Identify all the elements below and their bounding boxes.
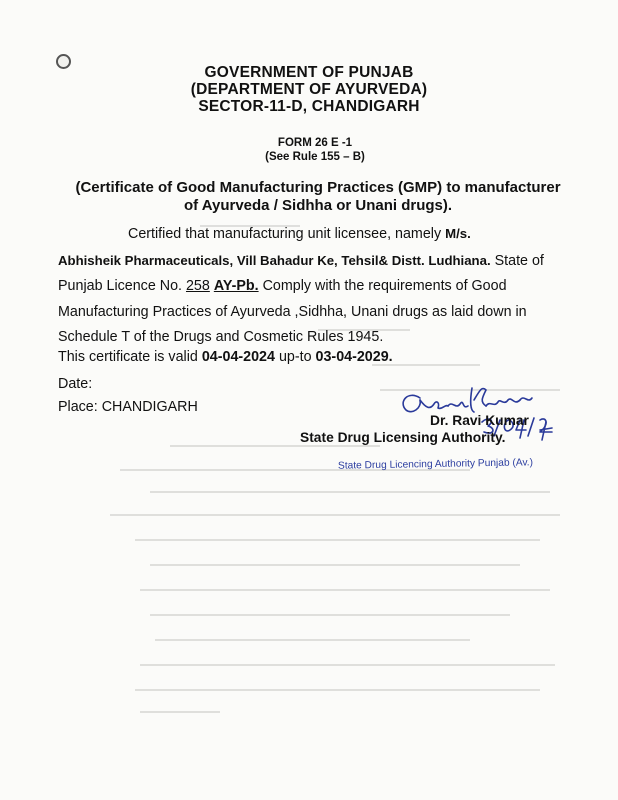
body-line-5: Schedule T of the Drugs and Cosmetic Rules 1945. xyxy=(58,329,384,345)
validity-line: This certificate is valid 04-04-2024 up-to 03-04-2029. xyxy=(58,349,393,365)
header-line-2: (DEPARTMENT OF AYURVEDA) xyxy=(190,81,428,98)
licence-number: 258 xyxy=(185,278,210,294)
date-label: Date: xyxy=(58,376,93,392)
form-rule: (See Rule 155 – B) xyxy=(265,151,365,163)
header-line-3: SECTOR-11-D, CHANDIGARH xyxy=(198,98,420,115)
valid-to-date: 03-04-2029. xyxy=(315,349,393,365)
licensee-prefix: M/s. xyxy=(445,226,471,241)
body-line-2: Abhisheik Pharmaceuticals, Vill Bahadur Ke, Tehsil& Distt. Ludhiana. State of xyxy=(58,252,544,269)
signatory-title: State Drug Licensing Authority. xyxy=(300,430,506,445)
body-line-1: Certified that manufacturing unit licensee, namely M/s. xyxy=(128,226,471,242)
place-label: Place: CHANDIGARH xyxy=(58,399,198,415)
certificate-title-line-2: of Ayurveda / Sidhha or Unani drugs). xyxy=(183,197,453,214)
header-line-1: GOVERNMENT OF PUNJAB xyxy=(204,64,414,81)
authority-stamp: State Drug Licencing Authority Punjab (Av.) xyxy=(337,457,534,472)
licence-suffix: AY-Pb. xyxy=(213,278,259,294)
certificate-body xyxy=(58,221,573,351)
licensee-name: Abhisheik Pharmaceuticals, Vill Bahadur Ke, Tehsil& Distt. Ludhiana. xyxy=(58,252,491,268)
signatory-name: Dr. Ravi Kumar xyxy=(430,413,529,428)
body-line-4: Manufacturing Practices of Ayurveda ,Sidhha, Unani drugs as laid down in xyxy=(58,303,527,320)
certificate-title-line-1: (Certificate of Good Manufacturing Practices (GMP) to manufacturer xyxy=(75,179,561,196)
valid-from-date: 04-04-2024 xyxy=(201,349,275,365)
form-number: FORM 26 E -1 xyxy=(277,137,353,149)
body-line-3: Punjab Licence No. 258 AY-Pb. Comply with the requirements of Good xyxy=(58,278,507,294)
